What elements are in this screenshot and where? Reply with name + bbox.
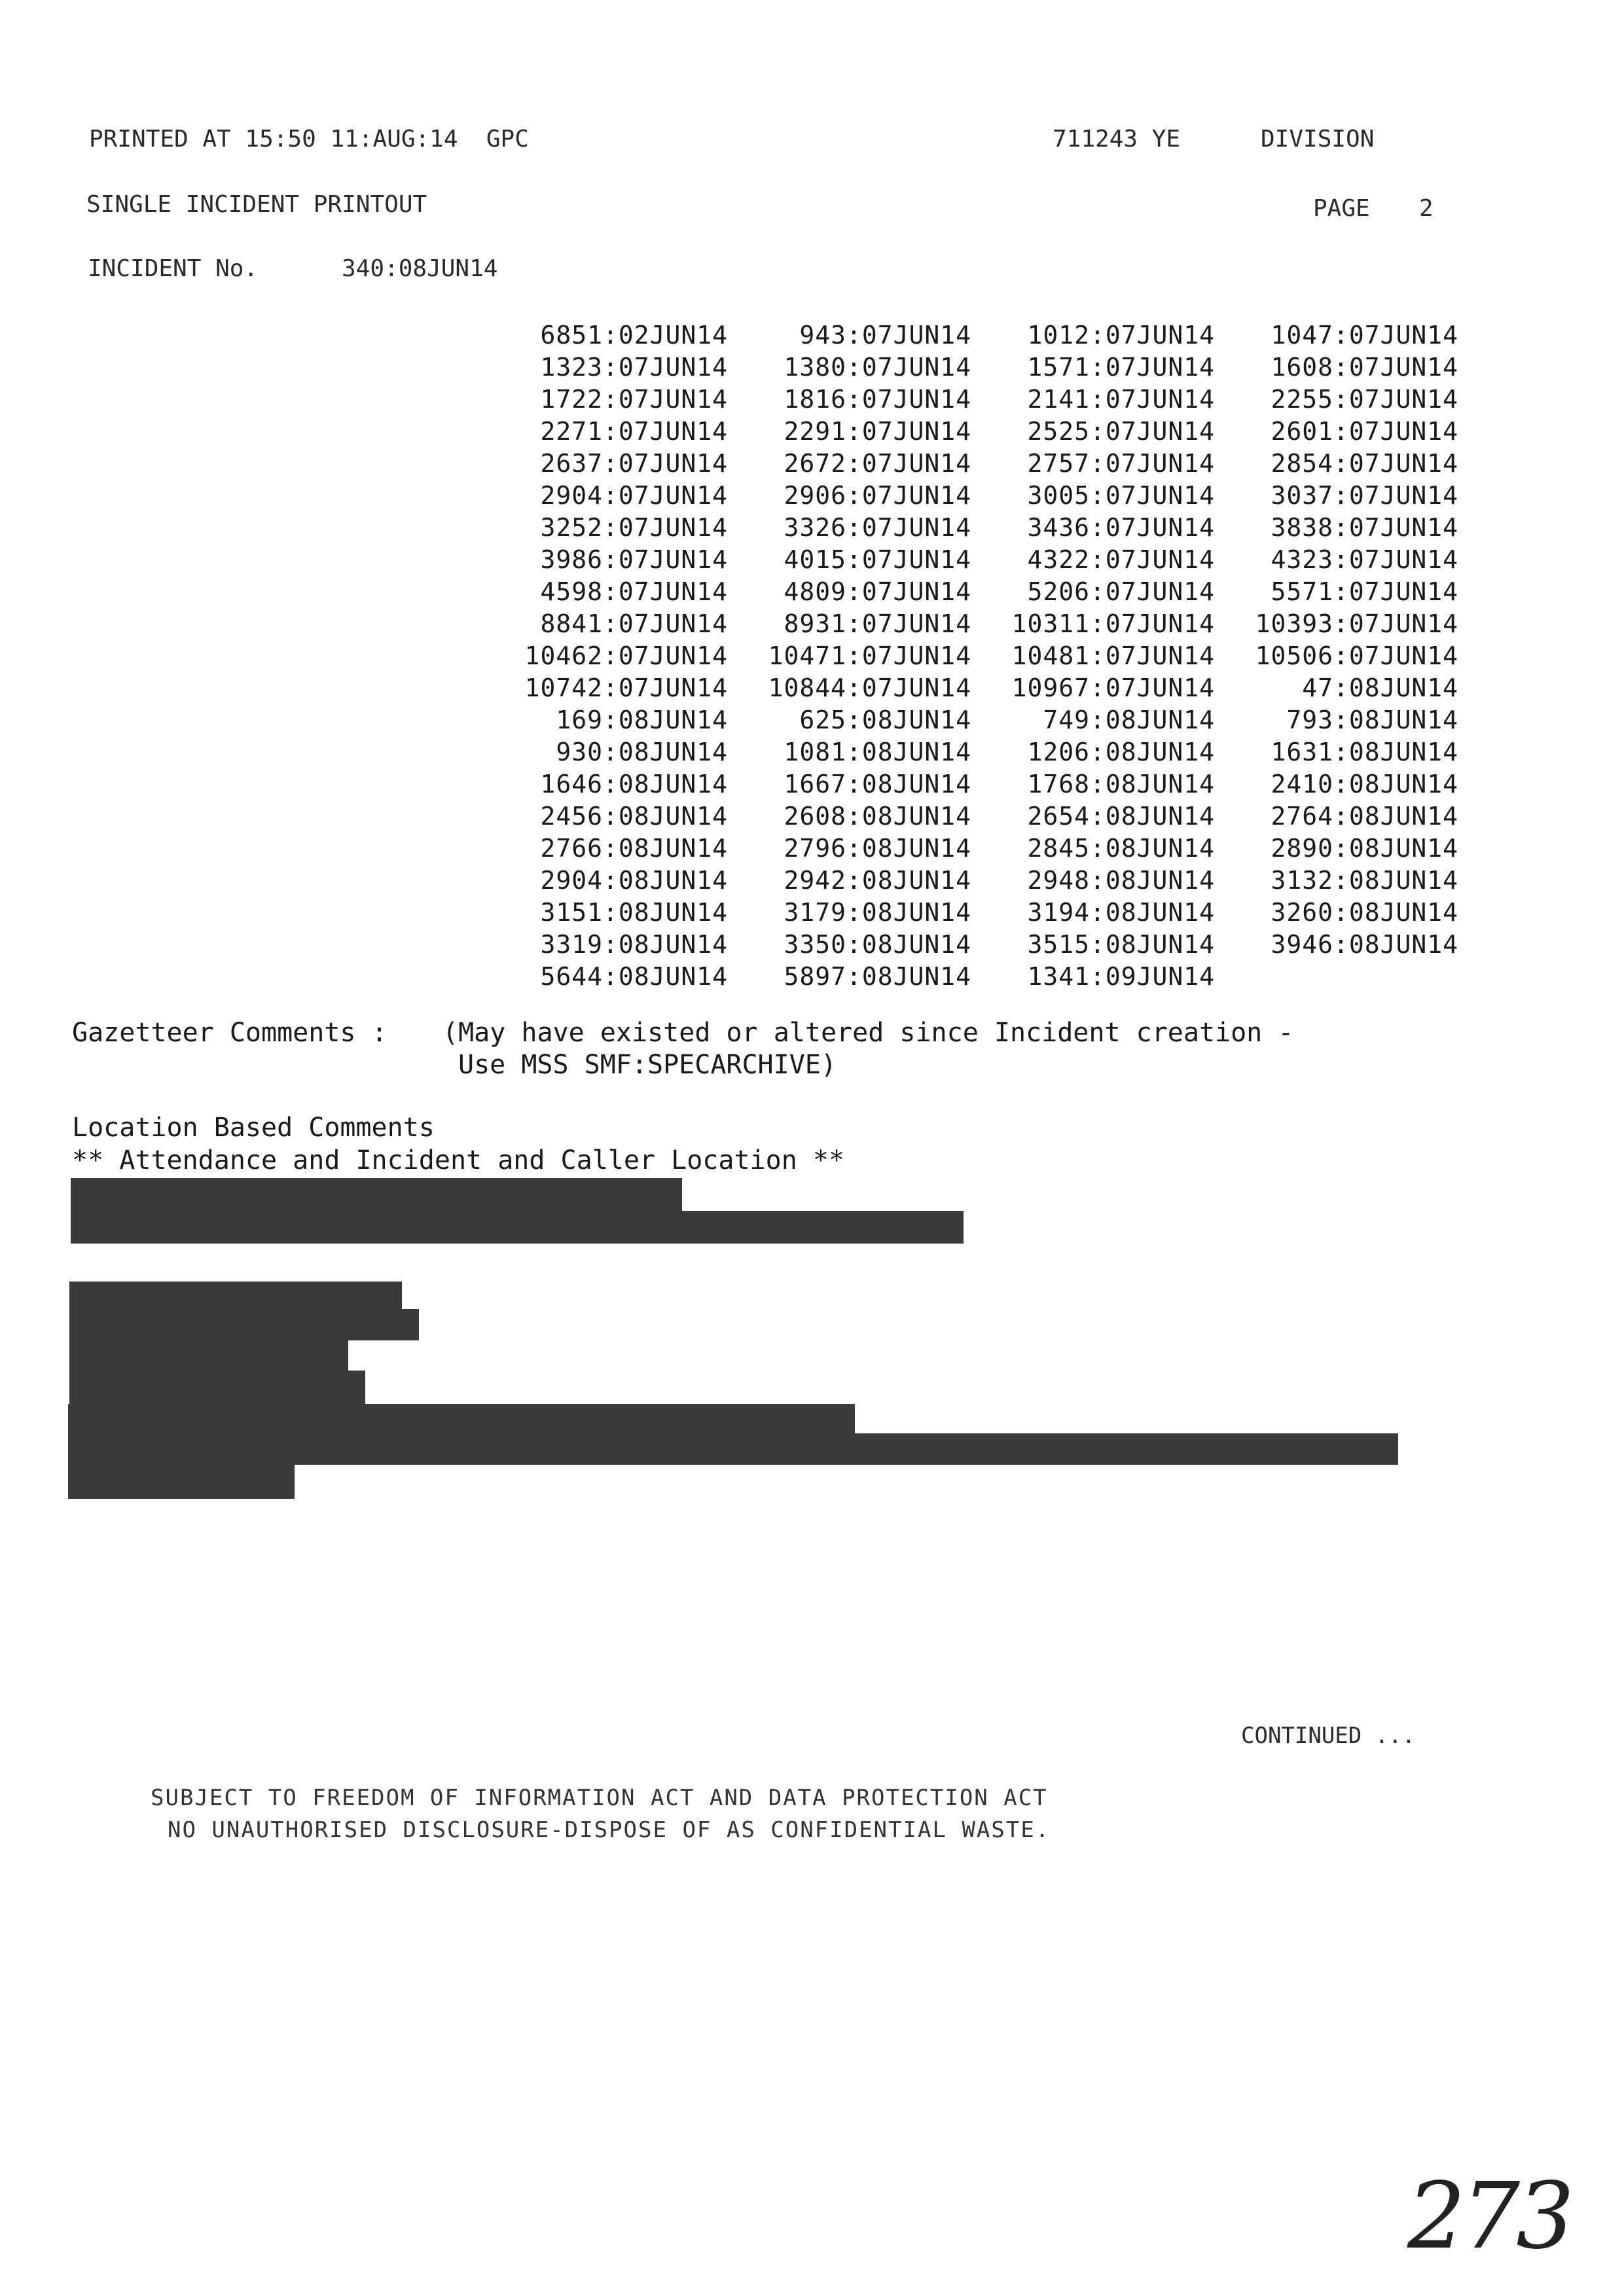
incident-ref-cell: 2141:07JUN14: [1027, 384, 1215, 414]
grid-row: [484, 864, 1458, 896]
location-comments-subheading: ** Attendance and Incident and Caller Location **: [72, 1145, 845, 1175]
incident-ref-cell: 5571:07JUN14: [1271, 577, 1458, 606]
grid-row: [484, 607, 1458, 639]
grid-row: [484, 415, 1458, 447]
incident-ref-cell: 1323:07JUN14: [540, 352, 728, 382]
handwritten-page-number: 273: [1407, 2163, 1571, 2270]
incident-ref-cell: 1380:07JUN14: [784, 352, 971, 382]
incident-ref-cell: 3436:07JUN14: [1027, 512, 1215, 542]
incident-ref-cell: 1206:08JUN14: [1027, 737, 1215, 766]
redaction-bar: [69, 1371, 365, 1405]
incident-ref-cell: 1667:08JUN14: [784, 769, 971, 798]
incident-ref-cell: 3260:08JUN14: [1271, 897, 1458, 927]
incident-ref-cell: 1646:08JUN14: [540, 769, 728, 798]
incident-ref-cell: 10844:07JUN14: [768, 673, 971, 702]
grid-row: [484, 639, 1458, 672]
incident-ref-cell: 1047:07JUN14: [1271, 320, 1458, 350]
incident-ref-cell: 2948:08JUN14: [1027, 865, 1215, 895]
grid-row: [484, 704, 1458, 736]
incident-ref-cell: 4809:07JUN14: [784, 577, 971, 606]
incident-ref-cell: 3986:07JUN14: [540, 545, 728, 574]
incident-ref-cell: 2637:07JUN14: [540, 448, 728, 478]
incident-ref-cell: 2291:07JUN14: [784, 416, 971, 446]
grid-row: [484, 960, 1458, 992]
incident-ref-cell: 2456:08JUN14: [540, 801, 728, 831]
incident-ref-cell: 1768:08JUN14: [1027, 769, 1215, 798]
incident-ref-cell: 2904:07JUN14: [540, 480, 728, 510]
incident-ref-cell: 625:08JUN14: [799, 705, 971, 734]
grid-row: [484, 928, 1458, 960]
incident-ref-cell: 2906:07JUN14: [784, 480, 971, 510]
incident-ref-cell: 3194:08JUN14: [1027, 897, 1215, 927]
gazetteer-label: Gazetteer Comments :: [72, 1018, 388, 1048]
incident-ref-cell: 10742:07JUN14: [524, 673, 728, 702]
incident-ref-cell: 793:08JUN14: [1286, 705, 1458, 734]
grid-row: [484, 832, 1458, 864]
incident-ref-cell: 10471:07JUN14: [768, 641, 971, 670]
incident-ref-cell: 749:08JUN14: [1043, 705, 1215, 734]
footer-line-1: SUBJECT TO FREEDOM OF INFORMATION ACT AND DATA PROTECTION ACT: [151, 1785, 1048, 1811]
incident-ref-cell: 3319:08JUN14: [540, 929, 728, 959]
incident-ref-cell: 4322:07JUN14: [1027, 545, 1215, 574]
incident-ref-cell: 2942:08JUN14: [784, 865, 971, 895]
grid-row: [484, 896, 1458, 928]
page-number: 2: [1419, 195, 1434, 222]
incident-ref-cell: 1081:08JUN14: [784, 737, 971, 766]
incident-ref-cell: 2271:07JUN14: [540, 416, 728, 446]
incident-ref-cell: 3151:08JUN14: [540, 897, 728, 927]
redaction-bar: [68, 1404, 855, 1437]
incident-ref-cell: 2601:07JUN14: [1271, 416, 1458, 446]
grid-row: [484, 768, 1458, 800]
grid-row: [484, 575, 1458, 607]
incident-ref-cell: 3946:08JUN14: [1271, 929, 1458, 959]
incident-ref-cell: 2410:08JUN14: [1271, 769, 1458, 798]
grid-row: [484, 543, 1458, 575]
incident-ref-cell: 2757:07JUN14: [1027, 448, 1215, 478]
location-comments-label: Location Based Comments: [72, 1113, 435, 1143]
grid-row: [484, 351, 1458, 383]
incident-ref-cell: 10506:07JUN14: [1255, 641, 1458, 670]
division-label: DIVISION: [1261, 126, 1375, 152]
grid-row: [484, 447, 1458, 479]
grid-row: [484, 479, 1458, 511]
incident-ref-cell: 2654:08JUN14: [1027, 801, 1215, 831]
incident-ref-cell: 2764:08JUN14: [1271, 801, 1458, 831]
incident-ref-cell: 3005:07JUN14: [1027, 480, 1215, 510]
incident-ref-cell: 5897:08JUN14: [784, 961, 971, 991]
incident-ref-cell: 47:08JUN14: [1302, 673, 1458, 702]
grid-row: [484, 672, 1458, 704]
incident-ref-cell: 2525:07JUN14: [1027, 416, 1215, 446]
grid-row: [484, 800, 1458, 832]
incident-ref-cell: 5206:07JUN14: [1027, 577, 1215, 606]
incident-ref-cell: 5644:08JUN14: [540, 961, 728, 991]
incident-ref-cell: 10311:07JUN14: [1011, 609, 1215, 638]
incident-ref-cell: 3252:07JUN14: [540, 512, 728, 542]
incident-ref-cell: 1816:07JUN14: [784, 384, 971, 414]
incident-ref-cell: 3132:08JUN14: [1271, 865, 1458, 895]
incident-ref-cell: 2608:08JUN14: [784, 801, 971, 831]
redaction-bar: [68, 1462, 295, 1499]
incident-ref-cell: 2890:08JUN14: [1271, 833, 1458, 863]
document-title: SINGLE INCIDENT PRINTOUT: [86, 191, 427, 218]
incident-ref-cell: 2766:08JUN14: [540, 833, 728, 863]
redaction-bar: [68, 1433, 1398, 1465]
incident-ref-cell: 3515:08JUN14: [1027, 929, 1215, 959]
gazetteer-comment-line-2: Use MSS SMF:SPECARCHIVE): [458, 1050, 837, 1080]
incident-ref-cell: 4598:07JUN14: [540, 577, 728, 606]
incident-ref-cell: 2854:07JUN14: [1271, 448, 1458, 478]
page-label: PAGE: [1313, 195, 1370, 222]
incident-ref-cell: 1631:08JUN14: [1271, 737, 1458, 766]
incident-ref-cell: 8841:07JUN14: [540, 609, 728, 638]
incident-ref-cell: 4015:07JUN14: [784, 545, 971, 574]
incident-ref-cell: 943:07JUN14: [799, 320, 971, 350]
incident-ref-cell: 6851:02JUN14: [540, 320, 728, 350]
redaction-bar: [71, 1211, 964, 1244]
incident-ref-cell: 2796:08JUN14: [784, 833, 971, 863]
footer-line-2: NO UNAUTHORISED DISCLOSURE-DISPOSE OF AS CONFIDENTIAL WASTE.: [168, 1817, 1051, 1843]
grid-row: [484, 319, 1458, 351]
incident-ref-cell: 2255:07JUN14: [1271, 384, 1458, 414]
incident-ref-cell: 1722:07JUN14: [540, 384, 728, 414]
incident-ref-cell: 2904:08JUN14: [540, 865, 728, 895]
redaction-bar: [69, 1309, 419, 1340]
incident-ref-cell: 3037:07JUN14: [1271, 480, 1458, 510]
incident-ref-cell: 169:08JUN14: [556, 705, 728, 734]
redaction-bar: [69, 1340, 348, 1373]
printed-at: PRINTED AT 15:50 11:AUG:14 GPC: [89, 126, 529, 152]
reference-number: 711243 YE: [1053, 126, 1181, 152]
incident-ref-cell: 4323:07JUN14: [1271, 545, 1458, 574]
incident-ref-cell: 1608:07JUN14: [1271, 352, 1458, 382]
incident-ref-cell: 1341:09JUN14: [1027, 961, 1215, 991]
incident-ref-cell: 3350:08JUN14: [784, 929, 971, 959]
incident-number: 340:08JUN14: [342, 255, 498, 282]
incident-ref-cell: 10967:07JUN14: [1011, 673, 1215, 702]
grid-row: [484, 511, 1458, 543]
incident-ref-cell: 2672:07JUN14: [784, 448, 971, 478]
incident-ref-cell: 1012:07JUN14: [1027, 320, 1215, 350]
incident-ref-cell: 1571:07JUN14: [1027, 352, 1215, 382]
redaction-bar: [71, 1178, 682, 1215]
incident-reference-grid: [484, 319, 1458, 992]
grid-row: [484, 736, 1458, 768]
incident-ref-cell: 8931:07JUN14: [784, 609, 971, 638]
gazetteer-comment-line-1: (May have existed or altered since Incident creation -: [442, 1018, 1294, 1048]
incident-ref-cell: 10393:07JUN14: [1255, 609, 1458, 638]
incident-ref-cell: 2845:08JUN14: [1027, 833, 1215, 863]
incident-label: INCIDENT No.: [88, 255, 259, 282]
continued-label: CONTINUED ...: [1241, 1723, 1416, 1749]
incident-ref-cell: 10481:07JUN14: [1011, 641, 1215, 670]
incident-ref-cell: 3838:07JUN14: [1271, 512, 1458, 542]
incident-ref-cell: 3326:07JUN14: [784, 512, 971, 542]
grid-row: [484, 383, 1458, 415]
incident-ref-cell: 10462:07JUN14: [524, 641, 728, 670]
incident-ref-cell: 930:08JUN14: [556, 737, 728, 766]
incident-ref-cell: 3179:08JUN14: [784, 897, 971, 927]
